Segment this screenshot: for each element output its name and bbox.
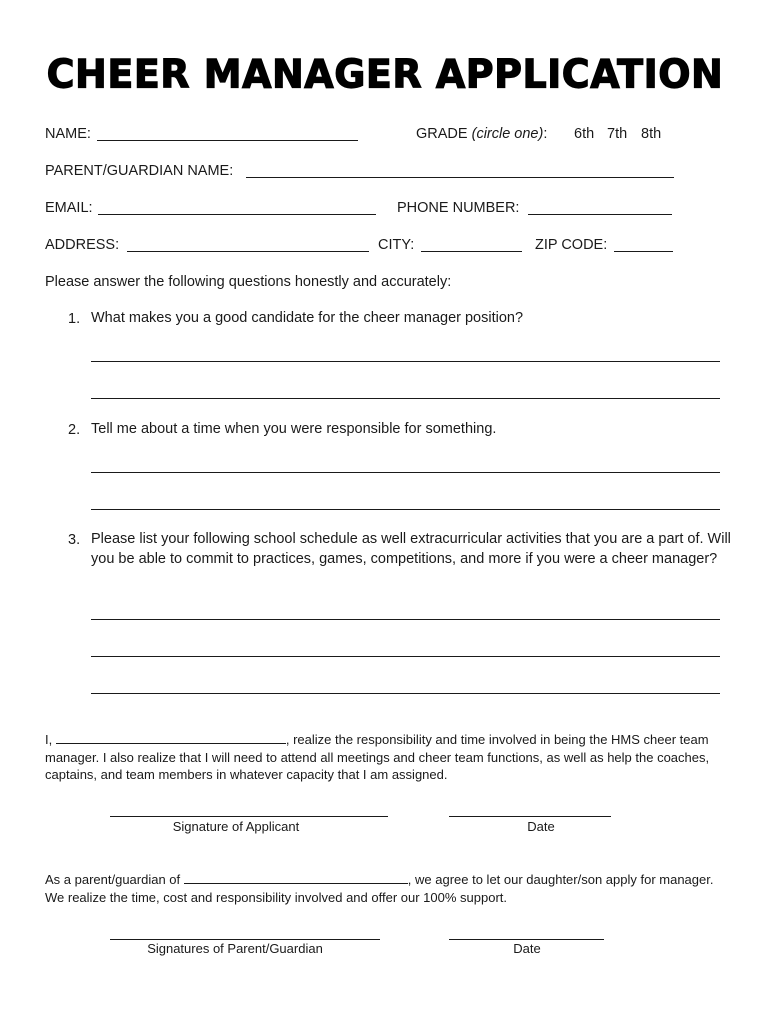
parent-name-field[interactable] — [246, 177, 674, 178]
grade-option-7th[interactable]: 7th — [607, 126, 628, 142]
question-2-text: Tell me about a time when you were responsible for something. — [91, 421, 497, 437]
name-field[interactable] — [97, 140, 358, 141]
city-field[interactable] — [421, 251, 522, 252]
zip-label: ZIP CODE: — [535, 237, 608, 253]
question-3-text: Please list your following school schedule as well extracurricular activities that you are a part of. Will you be able to commit to practices, games, competitions, and more if you were a cheer manager? — [91, 531, 731, 567]
parent-date-label: Date — [513, 941, 541, 956]
question-3-number: 3. — [68, 532, 81, 548]
instructions: Please answer the following questions honestly and accurately: — [45, 274, 452, 290]
parent-statement-prefix: As a parent/guardian of — [45, 872, 181, 887]
parent-statement — [45, 871, 725, 906]
applicant-signature-label: Signature of Applicant — [172, 819, 300, 834]
parent-signature-label: Signatures of Parent/Guardian — [147, 941, 323, 956]
email-label: EMAIL: — [45, 200, 93, 216]
page-title: CHEER MANAGER APPLICATION — [46, 51, 724, 97]
question-3-answer-line-2[interactable] — [91, 656, 720, 657]
applicant-statement-text: , realize the responsibility and time involved in being the HMS cheer team manager. I also realize that I will need to attend all meetings and cheer team functions, as well as help the coaches, captains, and team members in whatever capacity that I am assigned. — [45, 732, 710, 782]
question-1-answer-line-1[interactable] — [91, 361, 720, 362]
question-2-answer-line-1[interactable] — [91, 472, 720, 473]
email-field[interactable] — [98, 214, 376, 215]
grade-label — [416, 125, 547, 143]
question-1-answer-line-2[interactable] — [91, 398, 720, 399]
applicant-statement-prefix: I, — [45, 732, 53, 747]
question-3-answer-line-3[interactable] — [91, 693, 720, 694]
name-label: NAME: — [45, 126, 91, 142]
address-field[interactable] — [127, 251, 369, 252]
applicant-signature-line[interactable] — [110, 816, 388, 817]
child-name-blank[interactable] — [184, 871, 408, 884]
question-3-answer-line-1[interactable] — [91, 619, 720, 620]
parent-name-label: PARENT/GUARDIAN NAME: — [45, 163, 234, 179]
question-1-text: What makes you a good candidate for the cheer manager position? — [91, 310, 524, 326]
city-label: CITY: — [378, 237, 415, 253]
question-1-number: 1. — [68, 311, 81, 327]
phone-field[interactable] — [528, 214, 672, 215]
parent-statement-text: , we agree to let our daughter/son apply for manager. We realize the time, cost and responsibility involved and offer our 100% support. — [45, 872, 714, 905]
applicant-name-blank[interactable] — [56, 731, 286, 744]
grade-hint: (circle one) — [471, 126, 544, 142]
phone-label: PHONE NUMBER: — [397, 200, 520, 216]
grade-option-8th[interactable]: 8th — [641, 126, 662, 142]
applicant-date-line[interactable] — [449, 816, 611, 817]
question-2-answer-line-2[interactable] — [91, 509, 720, 510]
grade-option-6th[interactable]: 6th — [574, 126, 595, 142]
applicant-date-label: Date — [527, 819, 555, 834]
grade-colon: : — [543, 126, 548, 142]
address-label: ADDRESS: — [45, 237, 120, 253]
grade-label-text: GRADE — [416, 126, 468, 142]
question-2-number: 2. — [68, 422, 81, 438]
applicant-statement — [45, 731, 725, 784]
zip-field[interactable] — [614, 251, 673, 252]
